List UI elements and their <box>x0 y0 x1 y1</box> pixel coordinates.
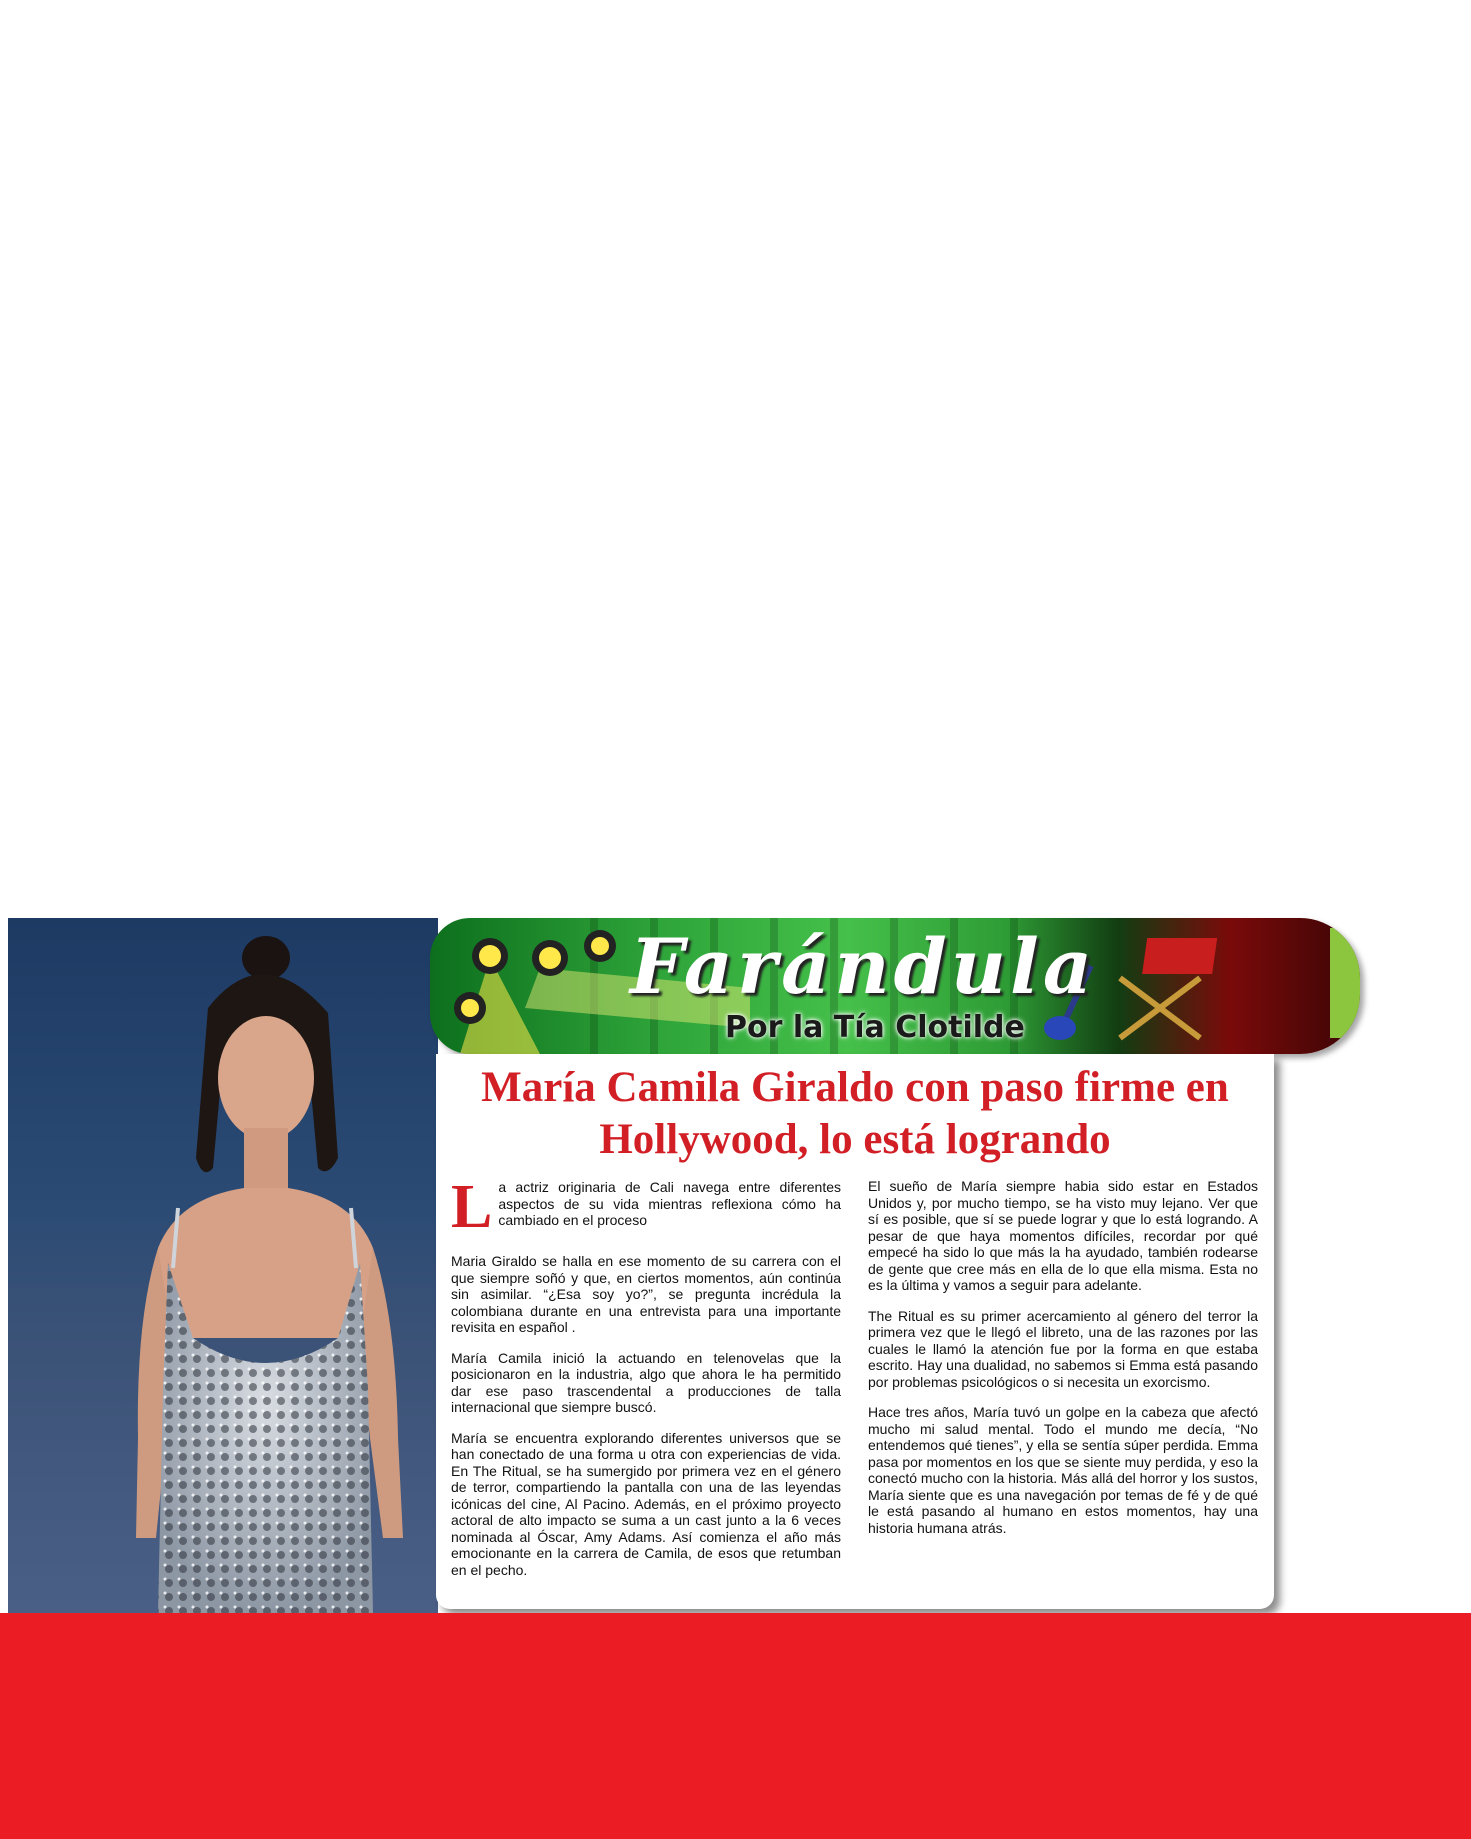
paragraph: The Ritual es su primer acercamiento al género del terror la primera vez que le llegó el libreto, una de las razones por las cuales le llamó la atención fue por la forma en que estaba escrito. Hay una dualidad, no sabemos si Emma está pasando por problemas psicológicos o si necesita un exorcismo. <box>868 1307 1258 1390</box>
section-banner <box>430 918 1360 1054</box>
paragraph: El sueño de María siempre habia sido estar en Estados Unidos y, por mucho tiempo, se ha visto muy lejano. Ver que sí es posible, que sí se puede lograr y que lo está logrando. A pesar de que haya momentos difíciles, recordar por qué empecé ha sido lo que más la ha ayudado, también rodearse de gente que cree más en ella de lo que ella misma. Esta no es la última y vamos a seguir para adelante. <box>868 1178 1258 1293</box>
headline-line-1: María Camila Giraldo con paso firme en <box>481 1064 1229 1111</box>
actress-photo <box>8 918 438 1613</box>
article-column-left <box>451 1173 841 1592</box>
article-headline <box>436 1062 1274 1166</box>
lead-text: a actriz originaria de Cali navega entre diferentes aspectos de su vida mientras reflexiona cómo ha cambiado en el proceso <box>498 1179 841 1228</box>
actress-figure <box>8 918 438 1613</box>
paragraph: Maria Giraldo se halla en ese momento de su carrera con el que siempre soñó y que, en ciertos momentos, aún continúa sin asimilar. “¿Esa soy yo?”, se pregunta incrédula la colombiana durante en una entrevista para una importante revisita en español . <box>451 1253 841 1335</box>
article-card <box>436 1054 1274 1609</box>
footer-band <box>0 1613 1471 1839</box>
drop-cap: L <box>451 1173 493 1241</box>
byline: Por la Tía Clotilde <box>725 1010 1025 1045</box>
paragraph: María se encuentra explorando diferentes universos que se han conectado de una forma u otra con experiencias de vida. En The Ritual, se ha sumergido por primera vez en el género de terror, compartiendo la pantalla con una de las leyendas icónicas del cine, Al Pacino. Además, en el próximo proyecto actoral de alto impacto se suma a un cast junto a la 6 veces nominada al Óscar, Amy Adams. Así comienza el año más emocionante en la carrera de Camila, de esos que retumban en el pecho. <box>451 1429 841 1578</box>
lead-paragraph <box>451 1173 841 1241</box>
section-title: Farándula <box>630 922 1097 1011</box>
headline-line-2: Hollywood, lo está logrando <box>599 1116 1111 1163</box>
paragraph: Hace tres años, María tuvó un golpe en la cabeza que afectó mucho mi salud mental. Todo el mundo me decía, “No entendemos qué tienes”, y ella se sentía súper perdida. Emma pasa por momentos en los que se siente muy perdida, y eso la conectó mucho con la historia. Más allá del horror y los sustos, María siente que es una navegación por temas de fé y de qué le está pasando al humano en estos momentos, hay una historia humana atrás. <box>868 1404 1258 1536</box>
article-column-right <box>868 1178 1258 1550</box>
paragraph: María Camila inició la actuando en telenovelas que la posicionaron en la industria, algo que ahora le ha permitido dar ese paso trascendental a producciones de talla internacional que siempre buscó. <box>451 1349 841 1415</box>
